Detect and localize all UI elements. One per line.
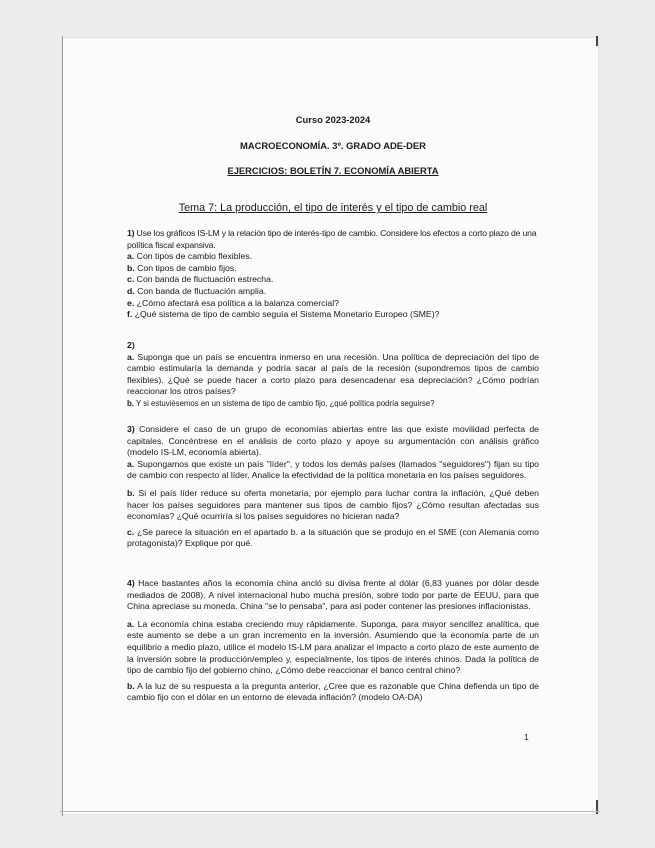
- question-2-part-b: b. Y si estuviésemos en un sistema de tipo de cambio fijo, ¿qué política podría seguirse?: [127, 398, 435, 408]
- question-4: [127, 578, 539, 704]
- question-1-item-f: f. ¿Qué sistema de tipo de cambio seguía el Sistema Monetario Europeo (SME)?: [127, 309, 440, 320]
- page-number: 1: [524, 732, 529, 742]
- subject-title: MACROECONOMÍA. 3º. GRADO ADE-DER: [240, 140, 426, 151]
- question-4-part-a: a. La economía china estaba creciendo muy rápidamente. Suponga, para mayor sencillez analítica, que este aumento se debe a un gran incremento en la inversión. Asumiendo que la economía parte de un equilibrio a medio plazo, utilice el modelo IS-LM para analizar el impacto a corto plazo de este aumento de la inversión sobre la producción/empleo y, especialmente, los tipos de interés chinos. Dada la política de tipo de cambio fijo del gobierno chino, ¿Cómo debe reaccionar el banco central chino?: [127, 618, 539, 676]
- scan-mark-top-right: [596, 36, 598, 46]
- question-1: [127, 228, 539, 321]
- question-2-part-a: a. Suponga que un país se encuentra inmerso en una recesión. Una política de depreciación del tipo de cambio estimularía la demanda y podría sacar al país de la recesión (supondremos tipos de cambio flexibles). ¿Qué se puede hacer a corto plazo para desencadenar esa depreciación? ¿Cómo podrían reaccionar los otros países?: [127, 351, 539, 397]
- question-1-item-e: e. ¿Cómo afectará esa política a la balanza comercial?: [127, 297, 339, 308]
- question-4-part-b: b. A la luz de su respuesta a la pregunta anterior, ¿Cree que es razonable que China defienda un tipo de cambio fijo con el dólar en un entorno de elevada inflación? (modelo OA-DA): [127, 680, 540, 703]
- question-1-item-c: c. Con banda de fluctuación estrecha.: [127, 274, 274, 285]
- scan-edge-bottom: [60, 811, 600, 812]
- question-1-item-a: a. Con tipos de cambio flexibles.: [127, 251, 253, 262]
- question-3-part-b: b. Si el país líder reduce su oferta monetaria, por ejemplo para luchar contra la inflación, ¿Qué deben hacer los países seguidores para mantener sus tipos de cambio fijos? ¿Cómo resultan afectadas sus economías? ¿Qué ocurriría si los países seguidores no hicieran nada?: [127, 487, 539, 522]
- question-1-item-b: b. Con tipos de cambio fijos.: [127, 262, 237, 273]
- question-3-intro: 3) Considere el caso de un grupo de economías abiertas entre las que existe movilidad perfecta de capitales. Concéntrese en el análisis de corto plazo y apoye su argumentación con análisis gráfico (modelo IS-LM, economía abierta).: [127, 424, 540, 458]
- exercises-title: EJERCICIOS: BOLETÍN 7. ECONOMÍA ABIERTA: [227, 165, 439, 176]
- question-1-intro: 1) Use los gráficos IS-LM y la relación tipo de interés-tipo de cambio. Considere los efectos a corto plazo de una política fiscal expansiva.: [127, 228, 537, 250]
- course-year: Curso 2023-2024: [295, 114, 371, 125]
- question-2: [127, 340, 539, 410]
- question-3-part-a: a. Supongamos que existe un país "líder", y todos los demás países (llamados "seguidores") fijan su tipo de cambio con respecto al líder. Analice la efectividad de la política monetaria en los países seguidores.: [127, 458, 539, 481]
- scan-edge-left: [62, 36, 63, 816]
- question-3-part-c: c. ¿Se parece la situación en el apartado b. a la situación que se produjo en el SME (con Alemania como protagonista)? Explique por qué.: [127, 526, 539, 549]
- question-1-item-d: d. Con banda de fluctuación amplia.: [127, 285, 267, 296]
- theme-title: Tema 7: La producción, el tipo de interés y el tipo de cambio real: [178, 202, 488, 214]
- question-2-number: 2): [127, 340, 135, 350]
- question-4-intro: 4) Hace bastantes años la economía china ancló su divisa frente al dólar (6,83 yuanes por dólar desde mediados de 2008). A nivel internacional hubo mucha presión, sobre todo por parte de EEUU, para que China apreciase su moneda. China "se lo pensaba", para así poder contener las presiones inflacionistas.: [127, 578, 539, 612]
- question-3: [127, 424, 539, 550]
